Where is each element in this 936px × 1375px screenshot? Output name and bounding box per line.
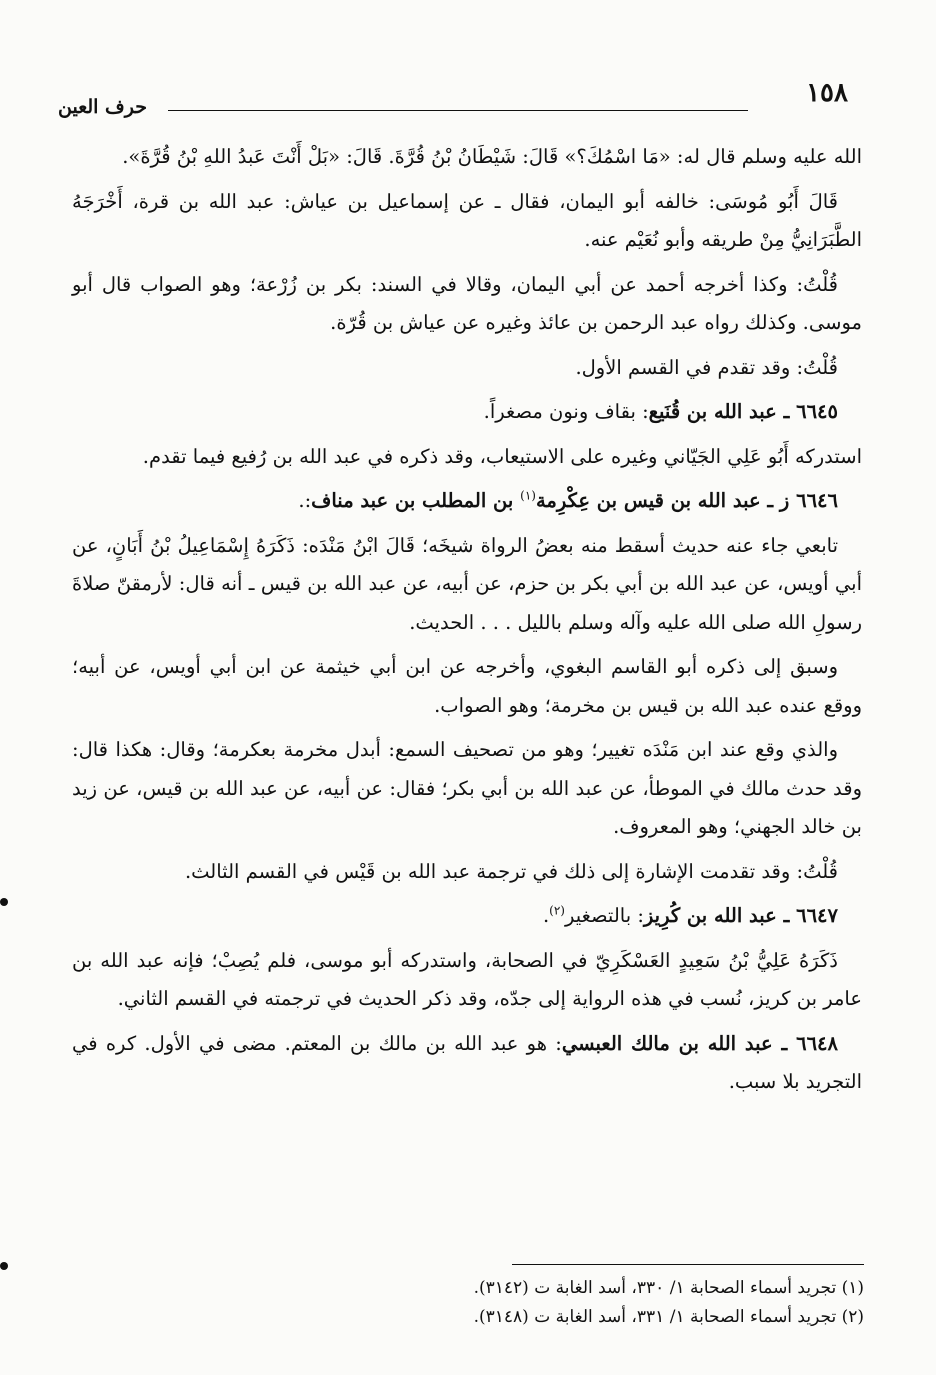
- paragraph: استدركه أَبُو عَلِي الجَيّاني وغيره على الاستيعاب، وقد ذكره في عبد الله بن رُفيع فيما تقدم.: [142, 444, 862, 468]
- footnote: (١) تجريد أسماء الصحابة ١/ ٣٣٠، أسد الغابة ت (٣١٤٢).: [473, 1278, 864, 1298]
- page-body: [72, 138, 862, 1108]
- paragraph: قُلْتُ: وكذا أخرجه أحمد عن أبي اليمان، وقالا في السند: بكر بن زُرْعة؛ وهو الصواب قال أبو موسى. وكذلك رواه عبد الرحمن بن عائذ وغيره عن عياش بن قُرّة.: [72, 272, 862, 334]
- entry-6646: [72, 482, 862, 521]
- entry-text: : بالتصغير: [564, 904, 644, 927]
- page-number: ١٥٨: [806, 78, 848, 108]
- footnotes: [74, 1274, 864, 1332]
- footnote: (٢) تجريد أسماء الصحابة ١/ ٣٣١، أسد الغابة ت (٣١٤٨).: [473, 1307, 864, 1327]
- entry-heading: ٦٦٤٨ ـ عبد الله بن مالك العبسي: [561, 1031, 839, 1055]
- entry-6645: [72, 393, 862, 432]
- paragraph: قُلْتُ: وقد تقدمت الإشارة إلى ذلك في ترجمة عبد الله بن قَيْس في القسم الثالث.: [184, 859, 838, 883]
- entry-text: :.: [298, 489, 312, 512]
- paragraph: الله عليه وسلم قال له: «مَا اسْمُكَ؟» قَالَ: شَيْطَانُ بْنُ قُرَّةَ. قَالَ: «بَلْ أَنْتَ عَبدُ اللهِ بْنُ قُرَّةَ».: [122, 145, 862, 168]
- paragraph: ذَكَرَهُ عَلِيُّ بْنُ سَعِيدٍ العَسْكَرِيّ في الصحابة، واستدركه أبو موسى، فلم يُصِبْ؛ فإنه عبد الله بن عامر بن كريز، نُسب في هذه الرواية إلى جدّه، وقد ذكر الحديث في ترجمته في القسم الثاني.: [72, 948, 862, 1010]
- entry-text: : هو عبد الله بن مالك بن المعتم. مضى في الأول. كره في التجريد بلا سبب.: [72, 1031, 862, 1093]
- entry-heading: ٦٦٤٥ ـ عبد الله بن قُنَيع: [648, 400, 838, 423]
- footnote-marker: (٢): [549, 903, 565, 918]
- paragraph: وسبق إلى ذكره أبو القاسم البغوي، وأخرجه عن ابن أبي خيثمة عن ابن أبي أويس، عن أبيه؛ ووقع عنده عبد الله بن قيس بن مخرمة؛ وهو الصواب.: [72, 655, 862, 717]
- entry-heading-rest: بن المطلب بن عبد مناف: [311, 489, 521, 512]
- entry-6647: [72, 897, 862, 936]
- entry-text: : بقاف ونون مصغراً.: [483, 400, 649, 423]
- scan-edge-mark: [0, 898, 8, 906]
- paragraph: قُلْتُ: وقد تقدم في القسم الأول.: [575, 355, 838, 379]
- paragraph: تابعي جاء عنه حديث أسقط منه بعضُ الرواة شيخَه؛ قَالَ ابْنُ مَنْدَه: ذَكَرَهُ إِسْمَاعِيلُ بْنُ أَبَانٍ، عن أبي أويس، عن عبد الله بن أبي بكر بن حزم، عن أبيه، عن عبد الله بن قيس ـ أنه قال: لأرمقنّ صلاةَ رسولِ الله صلى الله عليه وآله وسلم بالليل . . . الحديث.: [72, 533, 862, 634]
- footnote-marker: (١): [520, 488, 536, 503]
- entry-end: .: [542, 904, 550, 927]
- footnote-rule: [512, 1264, 864, 1265]
- scan-edge-mark: [0, 1262, 8, 1270]
- paragraph: قَالَ أَبُو مُوسَى: خالفه أبو اليمان، فقال ـ عن إسماعيل بن عياش: عبد الله بن قرة، أَخْرَجَهُ الطَّبَرَانِيُّ مِنْ طريقه وأبو نُعَيْم عنه.: [72, 189, 862, 251]
- entry-heading: ٦٦٤٧ ـ عبد الله بن كُرِيز: [643, 904, 838, 927]
- entry-heading: ٦٦٤٦ ز ـ عبد الله بن قيس بن عِكْرِمة: [535, 489, 838, 512]
- running-title: حرف العين: [58, 96, 147, 118]
- header-rule: [168, 110, 748, 111]
- page-header: [58, 78, 848, 118]
- paragraph: والذي وقع عند ابن مَنْدَه تغيير؛ وهو من تصحيف السمع: أبدل مخرمة بعكرمة؛ وقال: هكذا قال: وقد حدث مالك في الموطأ، عن عبد الله بن أبي بكر؛ فقال: عن أبيه، عن عبد الله بن قيس، عن زيد بن خالد الجهني؛ وهو المعروف.: [72, 738, 862, 838]
- entry-6648: [72, 1025, 862, 1102]
